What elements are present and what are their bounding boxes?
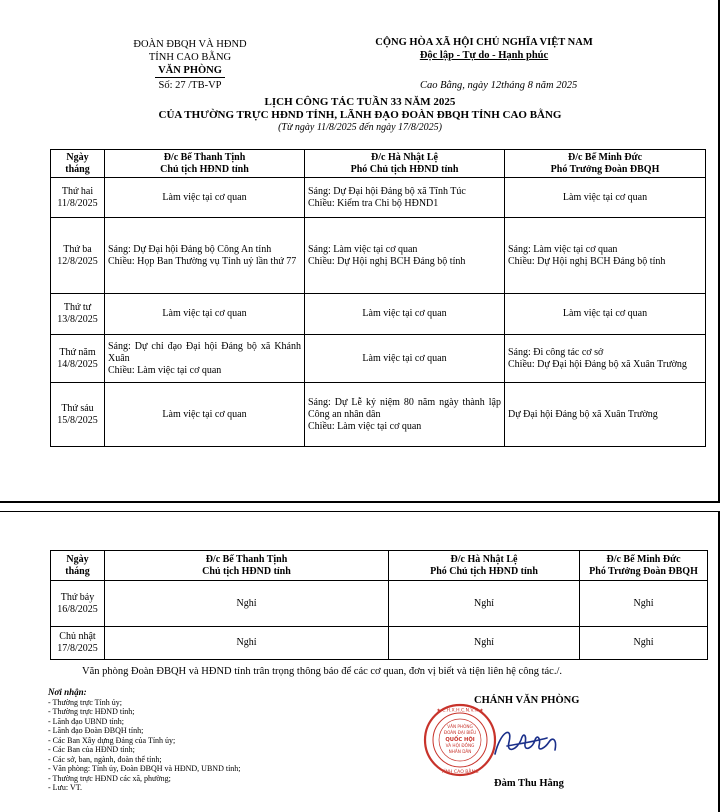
recipient-item: - Thường trực Tỉnh ủy;	[48, 697, 122, 707]
table-row	[51, 335, 706, 383]
day-date: 17/8/2025	[57, 643, 98, 654]
day-name: Thứ năm	[59, 346, 96, 358]
day-name: Thứ bảy	[60, 591, 95, 603]
schedule-text: Dự Đại hội Đảng bộ xã Xuân Trường	[508, 408, 658, 420]
schedule-cell	[505, 294, 706, 335]
day-cell	[51, 383, 105, 447]
schedule-morning: Sáng: Dự chỉ đạo Đại hội Đảng bộ xã Khánh Xuân	[108, 340, 301, 364]
schedule-text: Làm việc tại cơ quan	[362, 352, 447, 364]
schedule-text: Làm việc tại cơ quan	[362, 308, 447, 319]
schedule-text: Nghỉ	[633, 637, 654, 648]
day-cell	[51, 294, 105, 335]
schedule-cell	[389, 581, 580, 627]
day-date: 16/8/2025	[57, 603, 98, 615]
official-seal	[423, 703, 497, 777]
table-row	[51, 294, 706, 335]
svg-text:TỈNH CAO BẰNG: TỈNH CAO BẰNG	[441, 770, 479, 775]
day-cell	[51, 178, 105, 218]
nation-title: CỘNG HÒA XÃ HỘI CHỦ NGHĨA VIỆT NAM	[375, 37, 593, 48]
signer-role: CHÁNH VĂN PHÒNG	[474, 695, 580, 706]
schedule-cell	[105, 335, 305, 383]
schedule-text: Làm việc tại cơ quan	[162, 408, 247, 420]
day-date: 14/8/2025	[57, 358, 98, 370]
agency-divider	[155, 77, 225, 78]
header-col3-title: Phó Trưởng Đoàn ĐBQH	[550, 163, 660, 175]
recipient-item: - Các Ban Xây dựng Đảng của Tỉnh ủy;	[48, 735, 176, 745]
document-title	[0, 96, 720, 121]
header-col2-title: Phó Chủ tịch HĐND tỉnh	[350, 163, 459, 175]
header-col1-title: Chủ tịch HĐND tỉnh	[160, 163, 249, 175]
table-header-row	[51, 551, 708, 581]
closing-note: Văn phòng Đoàn ĐBQH và HĐND tỉnh trân trọng thông báo để các cơ quan, đơn vị biết và tiện liên hệ công tác./.	[82, 666, 562, 677]
schedule-afternoon: Chiều: Dự Đại hội Đảng bộ xã Xuân Trường	[508, 358, 687, 370]
recipient-item: - Các sở, ban, ngành, đoàn thể tỉnh;	[48, 754, 162, 764]
schedule-text: Nghỉ	[474, 597, 494, 609]
header-col3-name: Đ/c Bế Minh Đức	[606, 553, 681, 565]
schedule-cell	[105, 294, 305, 335]
schedule-afternoon: Chiều: Dự Hội nghị BCH Đảng bộ tỉnh	[508, 255, 666, 267]
agency-header	[95, 38, 285, 92]
schedule-morning: Sáng: Dự Đại hội Đảng bộ Công An tỉnh	[108, 243, 272, 255]
header-col3-title: Phó Trưởng Đoàn ĐBQH	[589, 565, 698, 577]
header-col2-name: Đ/c Hà Nhật Lệ	[450, 553, 518, 565]
schedule-cell	[580, 581, 708, 627]
table-row	[51, 581, 708, 627]
recipient-item: - Lãnh đạo Đoàn ĐBQH tỉnh;	[48, 726, 144, 735]
schedule-morning: Sáng: Dự Đại hội Đảng bộ xã Tĩnh Túc	[308, 185, 466, 197]
schedule-cell	[505, 335, 706, 383]
schedule-cell	[305, 383, 505, 447]
agency-line-2: TỈNH CAO BẰNG	[148, 52, 232, 63]
signer-name: Đàm Thu Hằng	[494, 778, 564, 789]
day-name: Thứ sáu	[61, 402, 94, 414]
day-date: 15/8/2025	[57, 414, 98, 426]
title-line-2: CỦA THƯỜNG TRỰC HĐND TỈNH, LÃNH ĐẠO ĐOÀN ĐBQH TỈNH CAO BẰNG	[158, 108, 562, 121]
svg-text:QUỐC HỘI: QUỐC HỘI	[445, 737, 475, 743]
doc-number: Số: 27 /TB-VP	[158, 80, 222, 91]
header-col2-name: Đ/c Hà Nhật Lệ	[371, 151, 438, 163]
table-row	[51, 178, 706, 218]
schedule-morning: Sáng: Đi công tác cơ sở	[508, 346, 604, 358]
nation-motto: Độc lập - Tự do - Hạnh phúc	[419, 50, 549, 61]
schedule-cell	[305, 335, 505, 383]
schedule-cell	[105, 383, 305, 447]
table-row	[51, 627, 708, 660]
recipient-item: - Văn phòng: Tỉnh ủy, Đoàn ĐBQH và HĐND, UBND tỉnh;	[48, 764, 241, 773]
recipient-item: - Lưu: VT.	[48, 783, 83, 792]
day-name: Thứ hai	[61, 185, 94, 197]
svg-text:VÀ HỘI ĐỒNG: VÀ HỘI ĐỒNG	[445, 743, 475, 748]
schedule-cell	[105, 581, 389, 627]
schedule-cell	[105, 178, 305, 218]
schedule-table-continued	[50, 550, 708, 660]
header-col2	[305, 150, 505, 178]
header-day	[51, 551, 105, 581]
schedule-text: Làm việc tại cơ quan	[162, 191, 247, 203]
header-col1-name: Đ/c Bế Thanh Tịnh	[163, 151, 246, 163]
schedule-table	[50, 149, 706, 447]
header-day-line1: Ngày	[66, 553, 89, 565]
schedule-afternoon: Chiều: Làm việc tại cơ quan	[308, 420, 422, 432]
place-date: Cao Bằng, ngày 12tháng 8 năm 2025	[420, 80, 578, 91]
schedule-cell	[105, 627, 389, 660]
nation-header	[340, 36, 628, 62]
recipient-item: - Các Ban của HĐND tỉnh;	[48, 745, 135, 754]
schedule-text: Nghỉ	[236, 597, 257, 609]
title-line-1: LỊCH CÔNG TÁC TUẦN 33 NĂM 2025	[264, 96, 456, 108]
header-col2	[389, 551, 580, 581]
recipient-item: - Thường trực HĐND các xã, phường;	[48, 773, 171, 783]
table-row	[51, 218, 706, 294]
schedule-afternoon: Chiều: Kiểm tra Chi bộ HĐND1	[308, 197, 439, 209]
day-name: Thứ ba	[63, 243, 92, 255]
day-cell	[51, 335, 105, 383]
schedule-morning: Sáng: Làm việc tại cơ quan	[308, 243, 418, 255]
header-col2-title: Phó Chủ tịch HĐND tỉnh	[430, 565, 538, 577]
header-col3	[505, 150, 706, 178]
day-date: 11/8/2025	[57, 197, 98, 209]
schedule-text: Làm việc tại cơ quan	[562, 308, 648, 319]
header-day-line2: tháng	[65, 163, 90, 175]
day-cell	[51, 627, 105, 660]
schedule-cell	[389, 627, 580, 660]
recipients-block	[48, 688, 241, 793]
schedule-afternoon: Chiều: Họp Ban Thường vụ Tỉnh uỷ lần thứ 77	[108, 255, 297, 267]
svg-text:NHÂN DÂN: NHÂN DÂN	[448, 749, 472, 754]
day-name: Thứ tư	[63, 302, 92, 313]
svg-text:VĂN PHÒNG: VĂN PHÒNG	[447, 724, 473, 729]
title-date-range: (Từ ngày 11/8/2025 đến ngày 17/8/2025)	[278, 122, 442, 133]
schedule-text: Nghỉ	[236, 637, 257, 648]
schedule-cell	[305, 294, 505, 335]
header-col3	[580, 551, 708, 581]
recipients-heading: Nơi nhận:	[48, 687, 87, 697]
schedule-morning: Sáng: Dự Lễ kỷ niệm 80 năm ngày thành lập Công an nhân dân	[308, 396, 501, 420]
seal-graphic	[423, 703, 497, 777]
svg-text:★ C.H.X.H.C.N.V.N ★: ★ C.H.X.H.C.N.V.N ★	[436, 708, 484, 714]
header-day-line1: Ngày	[66, 151, 89, 163]
schedule-text: Làm việc tại cơ quan	[162, 308, 247, 319]
recipient-item: - Lãnh đạo UBND tỉnh;	[48, 716, 124, 726]
table-row	[51, 383, 706, 447]
agency-line-1: ĐOÀN ĐBQH VÀ HĐND	[133, 39, 247, 50]
schedule-morning: Sáng: Làm việc tại cơ quan	[508, 243, 618, 255]
header-day-line2: tháng	[65, 565, 90, 577]
handwritten-signature	[487, 720, 567, 764]
day-name: Chủ nhật	[59, 631, 96, 642]
header-col1	[105, 150, 305, 178]
day-cell	[51, 581, 105, 627]
schedule-text: Làm việc tại cơ quan	[562, 191, 648, 203]
schedule-text: Nghỉ	[474, 637, 494, 648]
schedule-cell	[580, 627, 708, 660]
schedule-cell	[305, 178, 505, 218]
schedule-afternoon: Chiều: Làm việc tại cơ quan	[108, 364, 222, 376]
schedule-cell	[105, 218, 305, 294]
header-col1	[105, 551, 389, 581]
agency-office: VĂN PHÒNG	[158, 65, 222, 76]
schedule-text: Nghỉ	[633, 597, 654, 609]
schedule-cell	[505, 218, 706, 294]
day-cell	[51, 218, 105, 294]
day-date: 13/8/2025	[57, 314, 98, 325]
header-col3-name: Đ/c Bế Minh Đức	[567, 151, 643, 163]
header-col1-title: Chủ tịch HĐND tỉnh	[202, 565, 291, 577]
schedule-cell	[505, 178, 706, 218]
day-date: 12/8/2025	[57, 255, 98, 267]
recipient-item: - Thường trực HĐND tỉnh;	[48, 707, 135, 716]
header-col1-name: Đ/c Bế Thanh Tịnh	[205, 553, 288, 565]
schedule-afternoon: Chiều: Dự Hội nghị BCH Đảng bộ tỉnh	[308, 255, 466, 267]
svg-text:ĐOÀN ĐẠI BIỂU: ĐOÀN ĐẠI BIỂU	[443, 730, 477, 735]
header-day	[51, 150, 105, 178]
schedule-cell	[305, 218, 505, 294]
schedule-cell	[505, 383, 706, 447]
table-header-row	[51, 150, 706, 178]
